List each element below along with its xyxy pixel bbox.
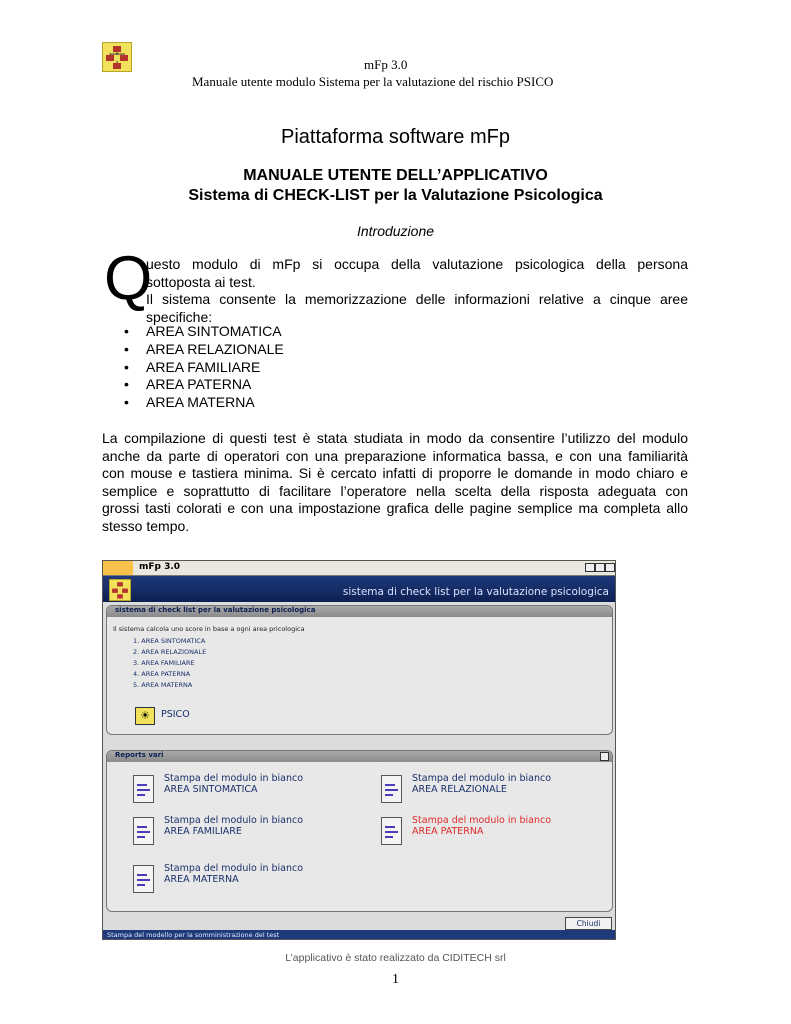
maximize-button[interactable] — [595, 563, 605, 572]
report-item-paterna[interactable] — [381, 815, 581, 849]
page-number: 1 — [392, 972, 399, 987]
report-item-familiare[interactable] — [133, 815, 333, 849]
list-item: • AREA SINTOMATICA — [120, 323, 284, 341]
panel-title: Reports vari — [115, 751, 164, 759]
list-item: • AREA PATERNA — [120, 376, 284, 394]
lightbulb-icon[interactable]: ☀ — [135, 707, 155, 725]
list-item: • AREA RELAZIONALE — [120, 341, 284, 359]
manual-heading: MANUALE UTENTE DELL’APPLICATIVO — [243, 167, 548, 184]
system-heading: Sistema di CHECK-LIST per la Valutazione Psicologica — [188, 187, 603, 204]
window-title: mFp 3.0 — [139, 562, 181, 572]
checklist-panel — [106, 605, 613, 735]
area-item: 3. AREA FAMILIARE — [133, 659, 195, 667]
report-item-materna[interactable] — [133, 863, 333, 897]
area-item: 2. AREA RELAZIONALE — [133, 648, 207, 656]
area-item: 1. AREA SINTOMATICA — [133, 637, 206, 645]
panel-maximize-icon[interactable] — [600, 752, 609, 761]
status-bar: Stampa del modello per la somministrazione del test — [103, 930, 615, 940]
mfp-logo — [102, 42, 132, 72]
report-item-sintomatica[interactable] — [133, 773, 333, 807]
list-item: • AREA MATERNA — [120, 394, 284, 412]
body-paragraph — [102, 430, 688, 535]
text-line: stesso tempo. — [102, 517, 190, 534]
text-line: specifiche: — [146, 308, 213, 325]
document-icon — [133, 865, 154, 893]
report-item-relazionale[interactable] — [381, 773, 581, 807]
hierarchy-icon — [103, 43, 131, 71]
drop-cap: Q — [104, 244, 153, 313]
header-manual-title: Manuale utente modulo Sistema per la valutazione del rischio PSICO — [192, 74, 554, 89]
document-icon — [133, 775, 154, 803]
psico-button[interactable]: PSICO — [161, 709, 190, 720]
app-window — [102, 560, 616, 940]
report-label: Stampa del modulo in bianco — [164, 863, 304, 874]
text-line: Il sistema consente la memorizzazione delle informazioni relative a cinque aree — [146, 291, 688, 307]
minimize-button[interactable] — [585, 563, 595, 572]
list-item: • AREA FAMILIARE — [120, 359, 284, 377]
report-label: Stampa del modulo in bianco — [412, 815, 552, 826]
text-line: uesto modulo di mFp si occupa della valutazione psicologica della persona — [146, 256, 688, 272]
text-line: semplice e soprattutto di facilitare l’operatore nella scelta della risposta adeguata con — [102, 482, 688, 499]
page-title: Piattaforma software mFp — [281, 126, 510, 148]
text-line: con mouse e tastiera minima. Si è cercato infatti di proporre le domande in modo chiaro e — [102, 465, 688, 481]
text-line: La compilazione di questi test è stata studiata in modo da consentire l’utilizzo del modulo — [102, 430, 688, 446]
panel-header — [107, 606, 612, 617]
report-area: AREA PATERNA — [412, 826, 484, 837]
intro-heading: Introduzione — [356, 223, 435, 239]
report-label: Stampa del modulo in bianco — [164, 815, 304, 826]
document-icon — [133, 817, 154, 845]
panel-description: Il sistema calcola uno score in base a ogni area pricologica — [113, 625, 305, 633]
header-version: mFp 3.0 — [364, 57, 408, 72]
document-icon — [381, 817, 402, 845]
document-icon — [381, 775, 402, 803]
report-area: AREA FAMILIARE — [164, 826, 242, 837]
close-button[interactable]: Chiudi — [565, 917, 612, 930]
banner-title: sistema di check list per la valutazione psicologica — [342, 586, 609, 598]
app-banner — [103, 576, 615, 602]
area-list — [120, 323, 284, 412]
panel-title: sistema di check list per la valutazione psicologica — [115, 606, 316, 614]
footer-credit: L’applicativo è stato realizzato da CIDITECH srl — [285, 952, 506, 964]
reports-panel — [106, 750, 613, 912]
text-line: grossi tasti colorati e con una impostazione grafica delle pagine semplice ma completa allo — [102, 500, 688, 516]
report-area: AREA MATERNA — [164, 874, 239, 885]
window-titlebar — [103, 561, 615, 576]
panel-header — [107, 751, 612, 762]
text-line: anche da parte di operatori con una preparazione informatica bassa, e con una familiarità — [102, 447, 688, 464]
intro-paragraph — [146, 256, 688, 326]
hierarchy-icon — [109, 579, 131, 601]
text-line: sottoposta ai test. — [146, 273, 256, 290]
area-item: 4. AREA PATERNA — [133, 670, 191, 678]
report-label: Stampa del modulo in bianco — [164, 773, 304, 784]
area-item: 5. AREA MATERNA — [133, 681, 193, 689]
close-window-button[interactable] — [605, 563, 615, 572]
report-area: AREA SINTOMATICA — [164, 784, 258, 795]
report-area: AREA RELAZIONALE — [412, 784, 507, 795]
report-label: Stampa del modulo in bianco — [412, 773, 552, 784]
